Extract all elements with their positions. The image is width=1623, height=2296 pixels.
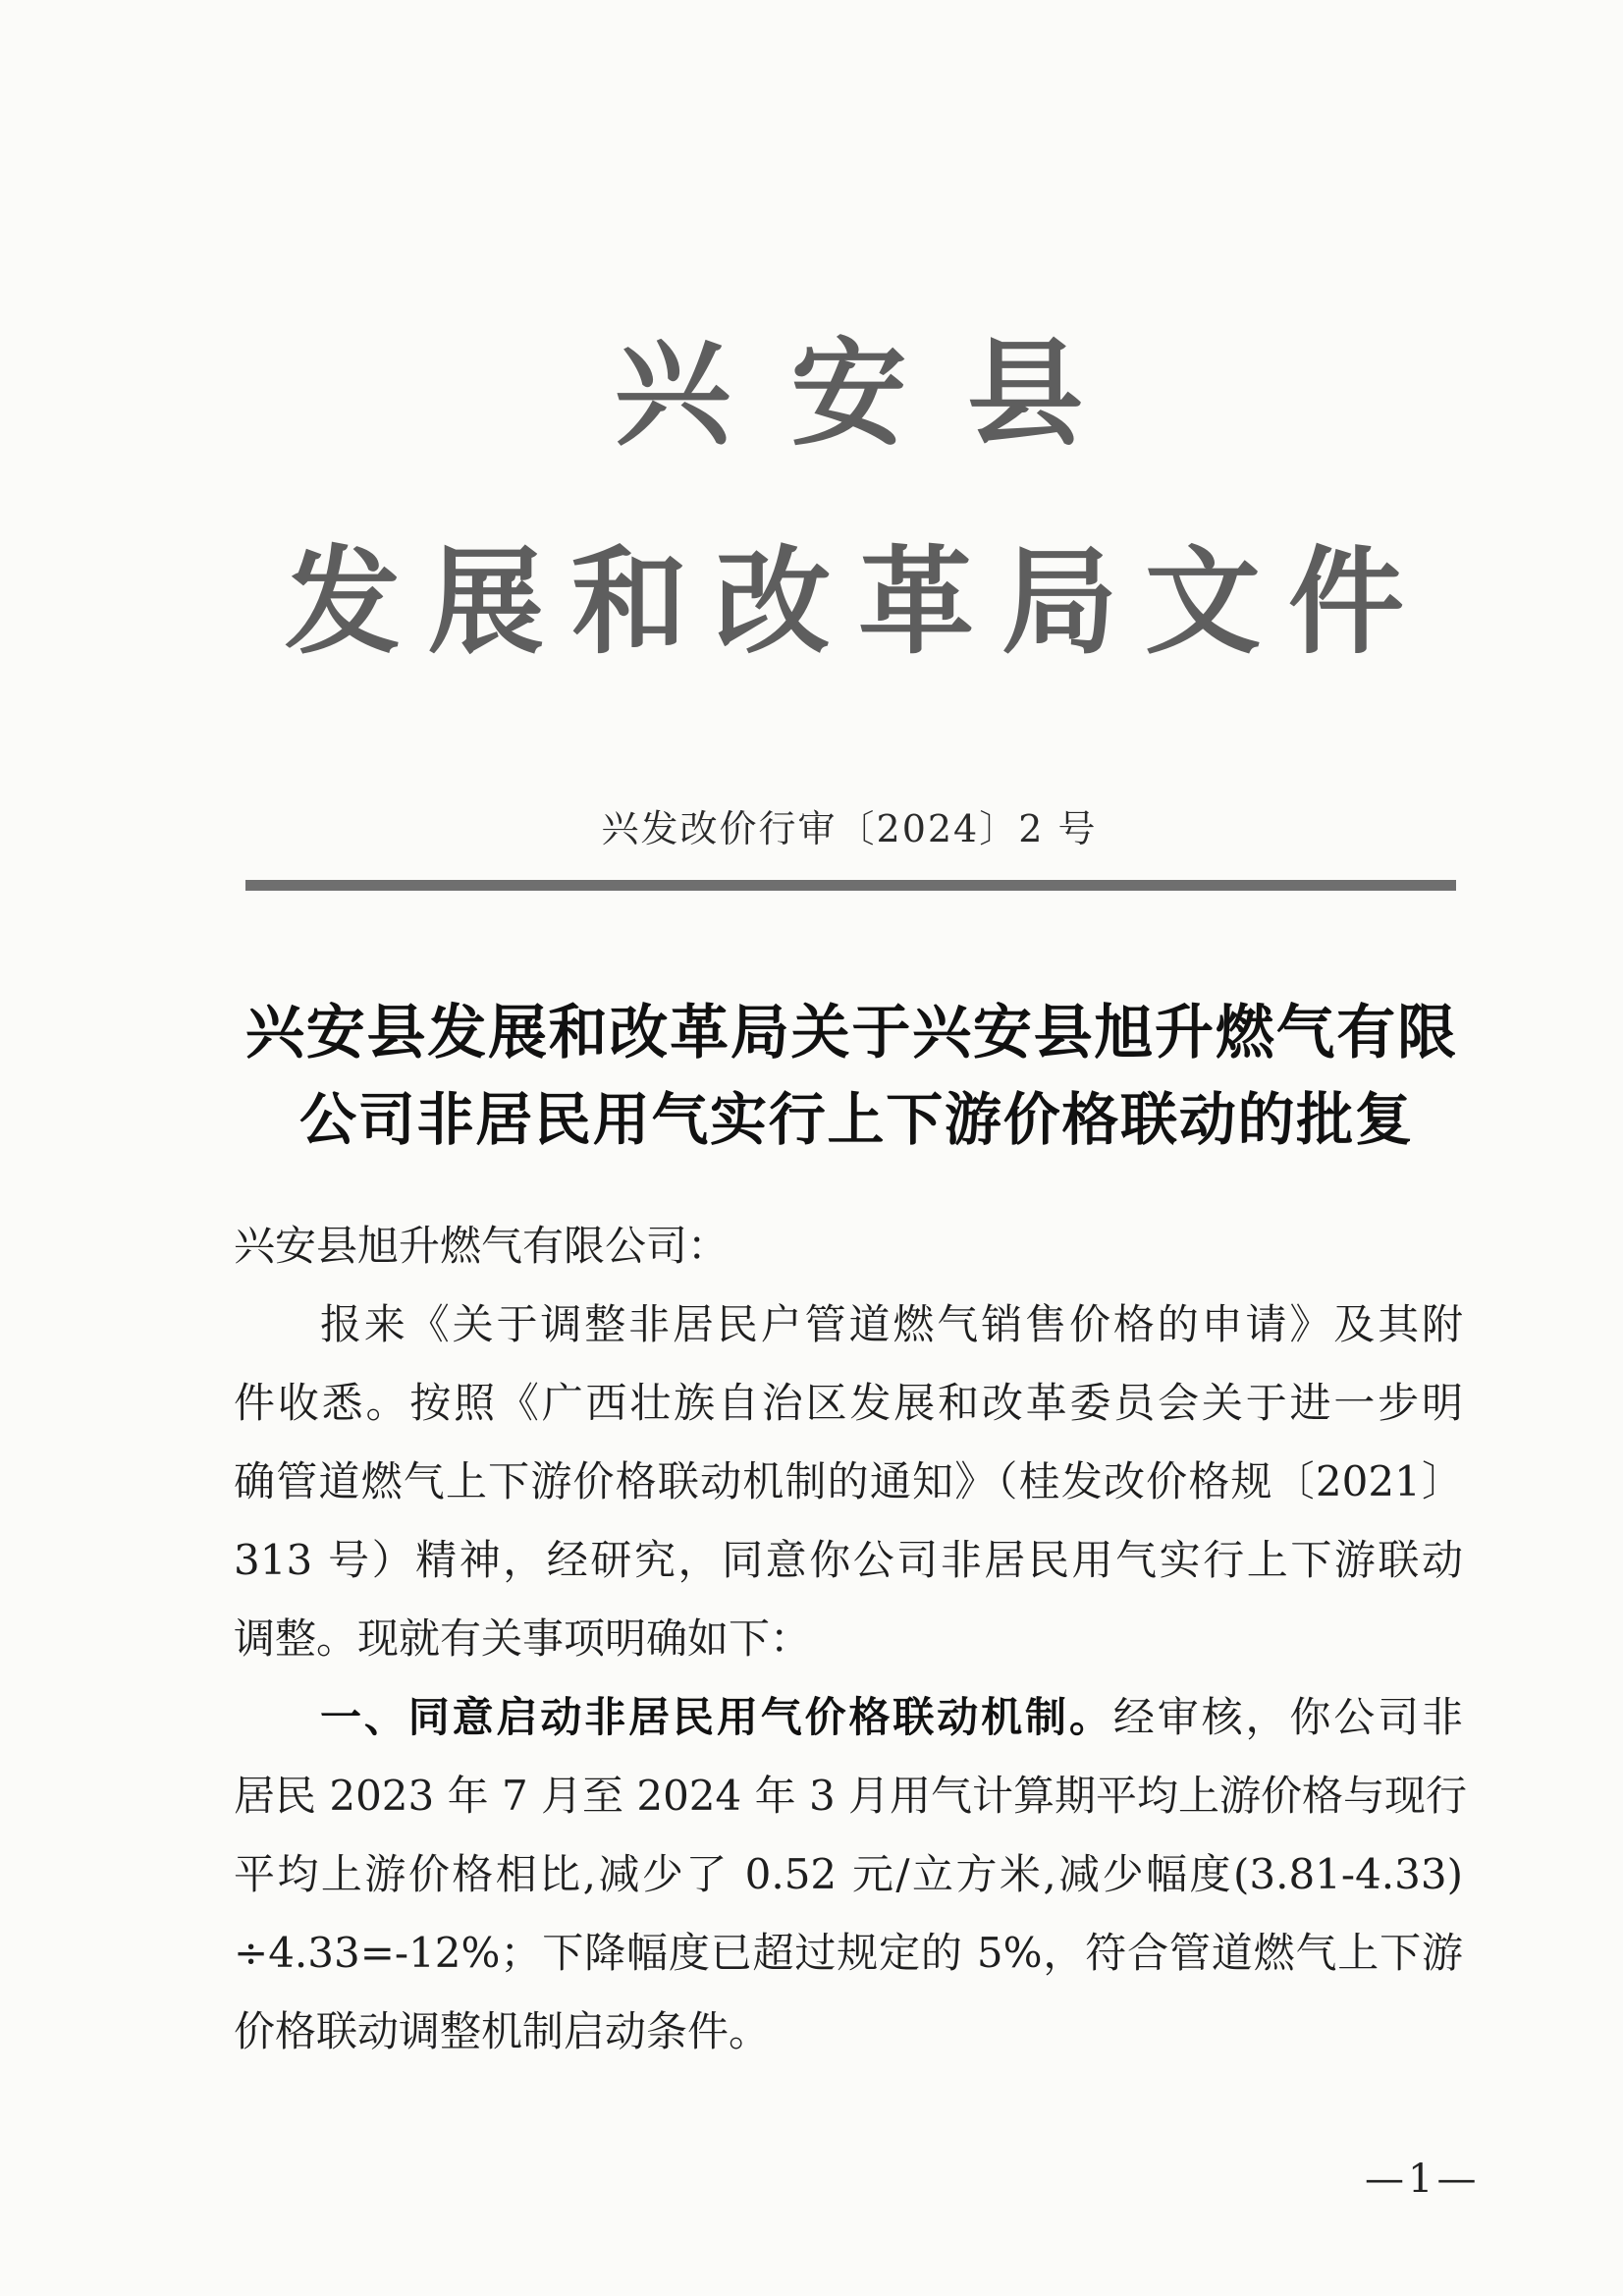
page-number: —1—	[1365, 2157, 1481, 2202]
section-one-heading: 一、同意启动非居民用气价格联动机制。	[320, 1693, 1113, 1741]
body-line: ÷4.33=-12%；下降幅度已超过规定的 5%，符合管道燃气上下游	[234, 1929, 1463, 1977]
body-line: 确管道燃气上下游价格联动机制的通知》（桂发改价格规〔2021〕	[234, 1457, 1463, 1505]
body-line: 报来《关于调整非居民户管道燃气销售价格的申请》及其附	[320, 1300, 1463, 1348]
addressee: 兴安县旭升燃气有限公司：	[234, 1222, 730, 1270]
body-line: 件收悉。按照《广西壮族自治区发展和改革委员会关于进一步明	[234, 1379, 1463, 1427]
body-line: 平均上游价格相比,减少了 0.52 元/立方米,减少幅度(3.81-4.33)	[234, 1850, 1463, 1898]
section-one-text: 经审核，你公司非	[1112, 1693, 1463, 1741]
document-title-line-2: 公司非居民用气实行上下游价格联动的批复	[299, 1086, 1412, 1153]
letterhead-org-name: 兴安县	[615, 325, 1083, 462]
document-number: 兴发改价行审〔2024〕2 号	[601, 807, 1098, 850]
body-line-section-one	[234, 1678, 1463, 1757]
document-body	[234, 1207, 1468, 2071]
header-divider	[245, 880, 1456, 891]
body-line: 调整。现就有关事项明确如下：	[234, 1614, 812, 1663]
body-line: 居民 2023 年 7 月至 2024 年 3 月用气计算期平均上游价格与现行	[234, 1772, 1468, 1820]
body-line: 价格联动调整机制启动条件。	[234, 2007, 771, 2055]
document-title-line-1: 兴安县发展和改革局关于兴安县旭升燃气有限	[245, 999, 1456, 1067]
letterhead-doc-type: 发展和改革局文件	[285, 533, 1404, 670]
body-line: 313 号）精神，经研究，同意你公司非居民用气实行上下游联动	[234, 1536, 1463, 1584]
